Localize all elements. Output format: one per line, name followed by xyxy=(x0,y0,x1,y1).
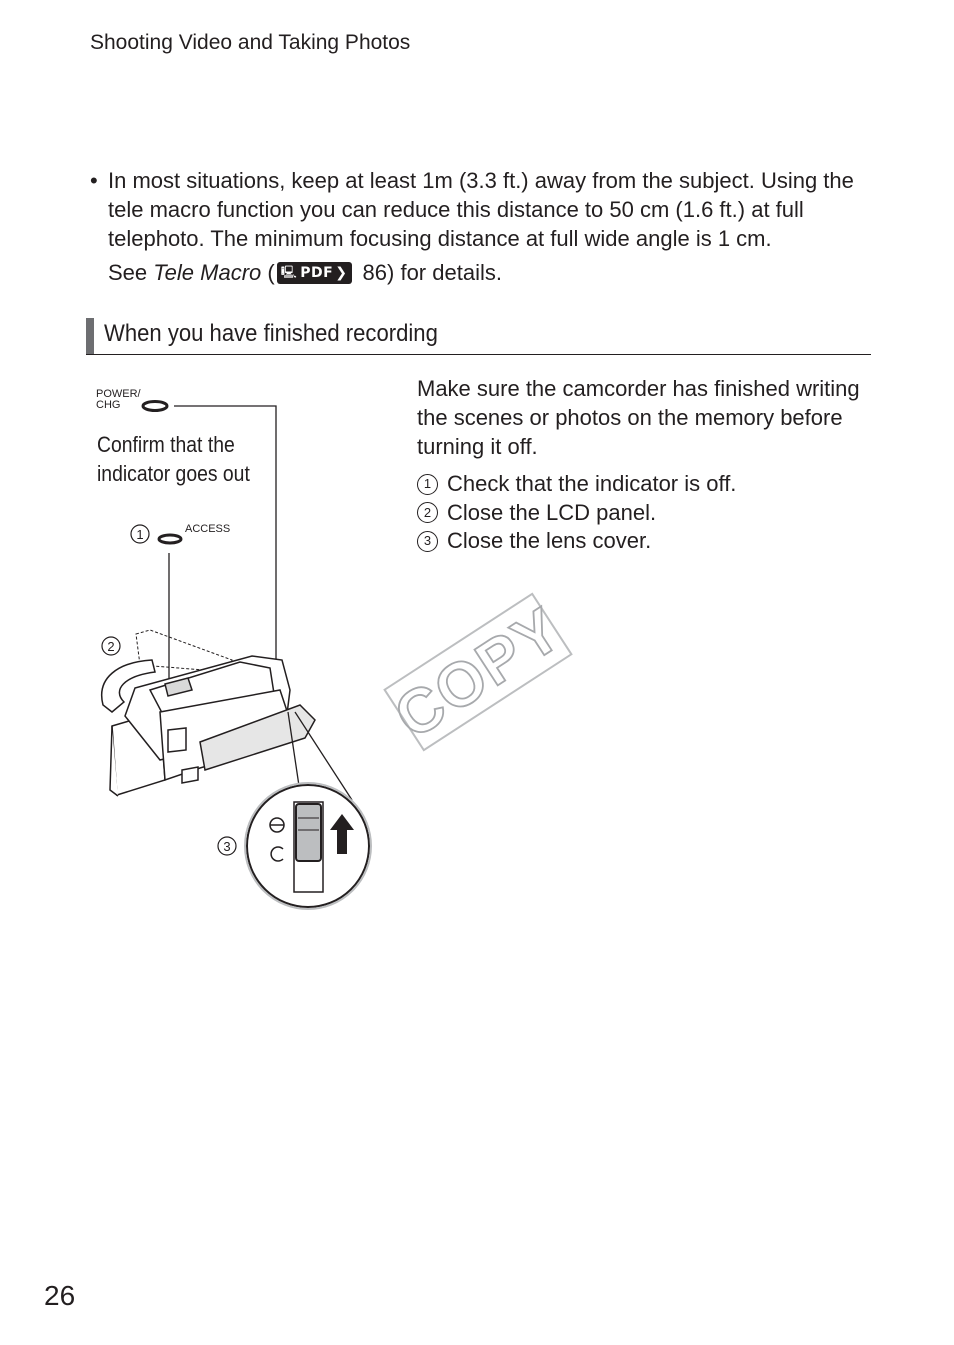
bullet-text: In most situations, keep at least 1m (3.3 ft.) away from the subject. Using the tele macro function you can reduce this distance to 50 cm (1.6 ft.) at full telephoto. The minimum focusing distance at full wide angle is 1 cm. xyxy=(108,168,854,251)
pdf-badge-label: PDF xyxy=(300,265,334,281)
page-number: 26 xyxy=(44,1280,76,1311)
section-title: When you have finished recording xyxy=(104,320,438,347)
callout-2-label: 2 xyxy=(107,639,115,654)
step-number: 2 xyxy=(417,502,438,523)
see-prefix: See xyxy=(108,260,154,285)
callout-1-label: 1 xyxy=(136,527,144,542)
access-indicator-icon xyxy=(159,535,181,543)
lens-cover-switch-detail xyxy=(245,783,371,909)
intro-paragraph: Make sure the camcorder has finished writing the scenes or photos on the memory before turning it off. xyxy=(417,376,860,459)
computer-icon: 🖳 xyxy=(280,264,298,279)
running-header: Shooting Video and Taking Photos xyxy=(90,31,411,54)
step-text: Check that the indicator is off. xyxy=(447,471,737,496)
confirm-caption: Confirm that the indicator goes out xyxy=(97,432,250,486)
callout-3-label: 3 xyxy=(223,839,231,854)
bullet-symbol: • xyxy=(90,168,98,193)
power-label-2: CHG xyxy=(96,399,121,411)
see-open: ( xyxy=(261,260,275,285)
camcorder-body xyxy=(110,656,315,796)
power-indicator-icon xyxy=(143,402,167,411)
watermark-text: COPY xyxy=(382,594,575,753)
see-link-title[interactable]: Tele Macro xyxy=(153,260,262,285)
see-suffix: 86) for details. xyxy=(356,260,502,285)
chevron-right-icon: ❯ xyxy=(335,265,348,281)
access-label: ACCESS xyxy=(185,523,231,535)
step-text: Close the LCD panel. xyxy=(447,499,657,525)
step-number: 1 xyxy=(417,474,438,495)
power-label-1: POWER/ xyxy=(96,388,141,400)
step-text: Close the lens cover. xyxy=(447,528,652,553)
copy-watermark xyxy=(381,592,574,752)
step-number: 3 xyxy=(417,531,438,552)
